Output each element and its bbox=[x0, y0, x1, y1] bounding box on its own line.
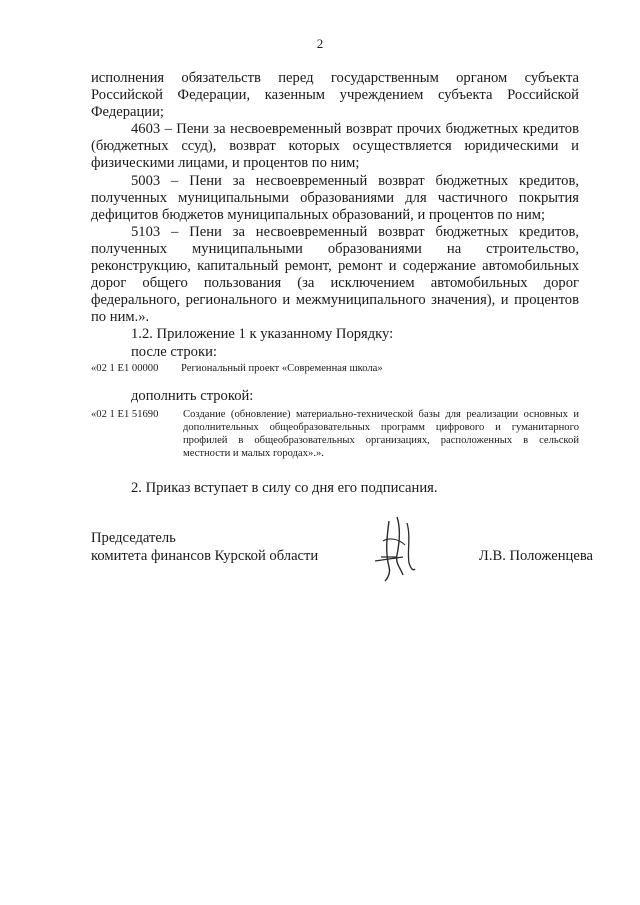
paragraph-continuation: исполнения обязательств перед государственным органом субъекта Российской Федерации, казенным учреждением субъекта Российской Федерации; bbox=[91, 70, 579, 121]
paragraph-5003: 5003 – Пени за несвоевременный возврат бюджетных кредитов, полученных муниципальными образованиями для частичного покрытия дефицитов бюджетов муниципальных образований, и процентов по ним; bbox=[91, 172, 579, 223]
signatory-title bbox=[91, 529, 318, 565]
body-text bbox=[91, 70, 579, 361]
paragraph-after-line: после строки: bbox=[131, 343, 217, 360]
signatory-title-line2: комитета финансов Курской области bbox=[91, 548, 319, 564]
paragraph-5103: 5103 – Пени за несвоевременный возврат бюджетных кредитов, полученных муниципальными образованиями на строительство, реконструкцию, капитальный ремонт, ремонт и содержание автомобильных дорог общего пользования (за исключением автомобильных дорог федерального, регионального и межмуниципального значения), и процентов по ним.». bbox=[91, 223, 579, 326]
page-number: 2 bbox=[316, 36, 324, 51]
paragraph-add-line: дополнить строкой: bbox=[131, 388, 254, 404]
paragraph-order: 2. Приказ вступает в силу со дня его подписания. bbox=[131, 480, 438, 496]
row-code: «02 1 E1 51690 bbox=[91, 409, 159, 420]
paragraph-4603: 4603 – Пени за несвоевременный возврат прочих бюджетных кредитов (бюджетных ссуд), возврат которых осуществляется юридическими и физическими лицами, и процентов по ним; bbox=[91, 121, 579, 172]
row-description: Создание (обновление) материально-технической базы для реализации основных и дополнительных общеобразовательных программ цифрового и гуманитарного профилей в общеобразовательных организациях, расположенных в сельской местности и малых городах».». bbox=[183, 409, 579, 459]
handwritten-signature bbox=[367, 511, 427, 591]
row-description: Региональный проект «Современная школа» bbox=[181, 363, 383, 374]
table-row-existing bbox=[91, 362, 579, 376]
row-code: «02 1 E1 00000 bbox=[91, 363, 159, 374]
signature-block bbox=[91, 529, 601, 589]
signatory-name: Л.В. Положенцева bbox=[478, 548, 593, 564]
order-block bbox=[91, 480, 579, 497]
add-line-block bbox=[91, 388, 579, 405]
signatory-title-line1: Председатель bbox=[91, 530, 176, 546]
table-row-new bbox=[91, 408, 579, 464]
paragraph-appendix: 1.2. Приложение 1 к указанному Порядку: bbox=[131, 326, 394, 343]
